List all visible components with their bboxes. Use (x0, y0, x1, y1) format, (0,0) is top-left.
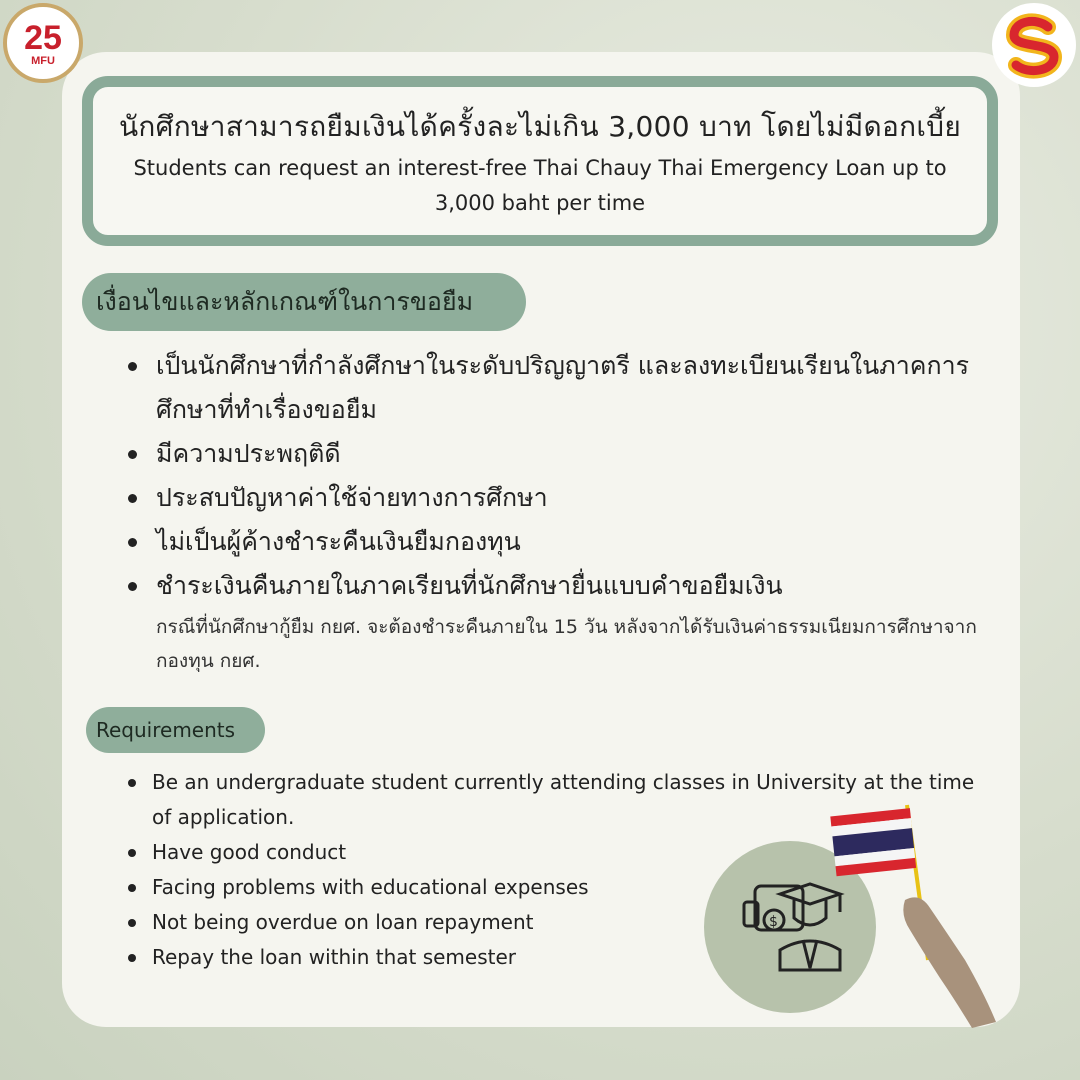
list-item: Facing problems with educational expenses (126, 870, 996, 905)
banner-english-text: Students can request an interest-free Thai Chauy Thai Emergency Loan up to 3,000 baht per time (133, 156, 947, 215)
svg-text:$: $ (769, 914, 778, 930)
mfu-25-badge (3, 3, 83, 83)
thai-note: กรณีที่นักศึกษากู้ยืม กยศ. จะต้องชำระคืนภายใน 15 วัน หลังจากได้รับเงินค่าธรรมเนียมการศึกษาจากกองทุน กยศ. (156, 616, 977, 672)
illustration (700, 800, 1010, 1040)
badge-label: MFU (31, 55, 55, 67)
list-item: ไม่เป็นผู้ค้างชำระคืนเงินยืมกองทุน (126, 520, 1006, 564)
thai-section-heading: เงื่อนไขและหลักเกณฑ์ในการขอยืม (82, 273, 526, 331)
list-item: Be an undergraduate student currently attending classes in University at the time of application. (126, 765, 992, 835)
list-item: มีความประพฤติดี (126, 432, 1006, 476)
list-item: Have good conduct (126, 835, 996, 870)
list-item (126, 564, 1006, 678)
badge-number: 25 (24, 19, 62, 57)
list-item: Repay the loan within that semester (126, 940, 996, 975)
list-item: Not being overdue on loan repayment (126, 905, 996, 940)
list-item: ประสบปัญหาค่าใช้จ่ายทางการศึกษา (126, 476, 1006, 520)
thai-requirements-list (126, 344, 1006, 678)
loan-banner (82, 76, 998, 246)
list-item-text: ชำระเงินคืนภายในภาคเรียนที่นักศึกษายื่นแบบคำขอยืมเงิน (156, 571, 783, 600)
english-section-heading: Requirements (86, 707, 265, 753)
banner-thai-text: นักศึกษาสามารถยืมเงินได้ครั้งละไม่เกิน 3,000 บาท โดยไม่มีดอกเบี้ย (118, 110, 962, 143)
brand-s-logo (992, 3, 1076, 87)
list-item: เป็นนักศึกษาที่กำลังศึกษาในระดับปริญญาตรี และลงทะเบียนเรียนในภาคการศึกษาที่ทำเรื่องขอยืม (126, 344, 1006, 432)
